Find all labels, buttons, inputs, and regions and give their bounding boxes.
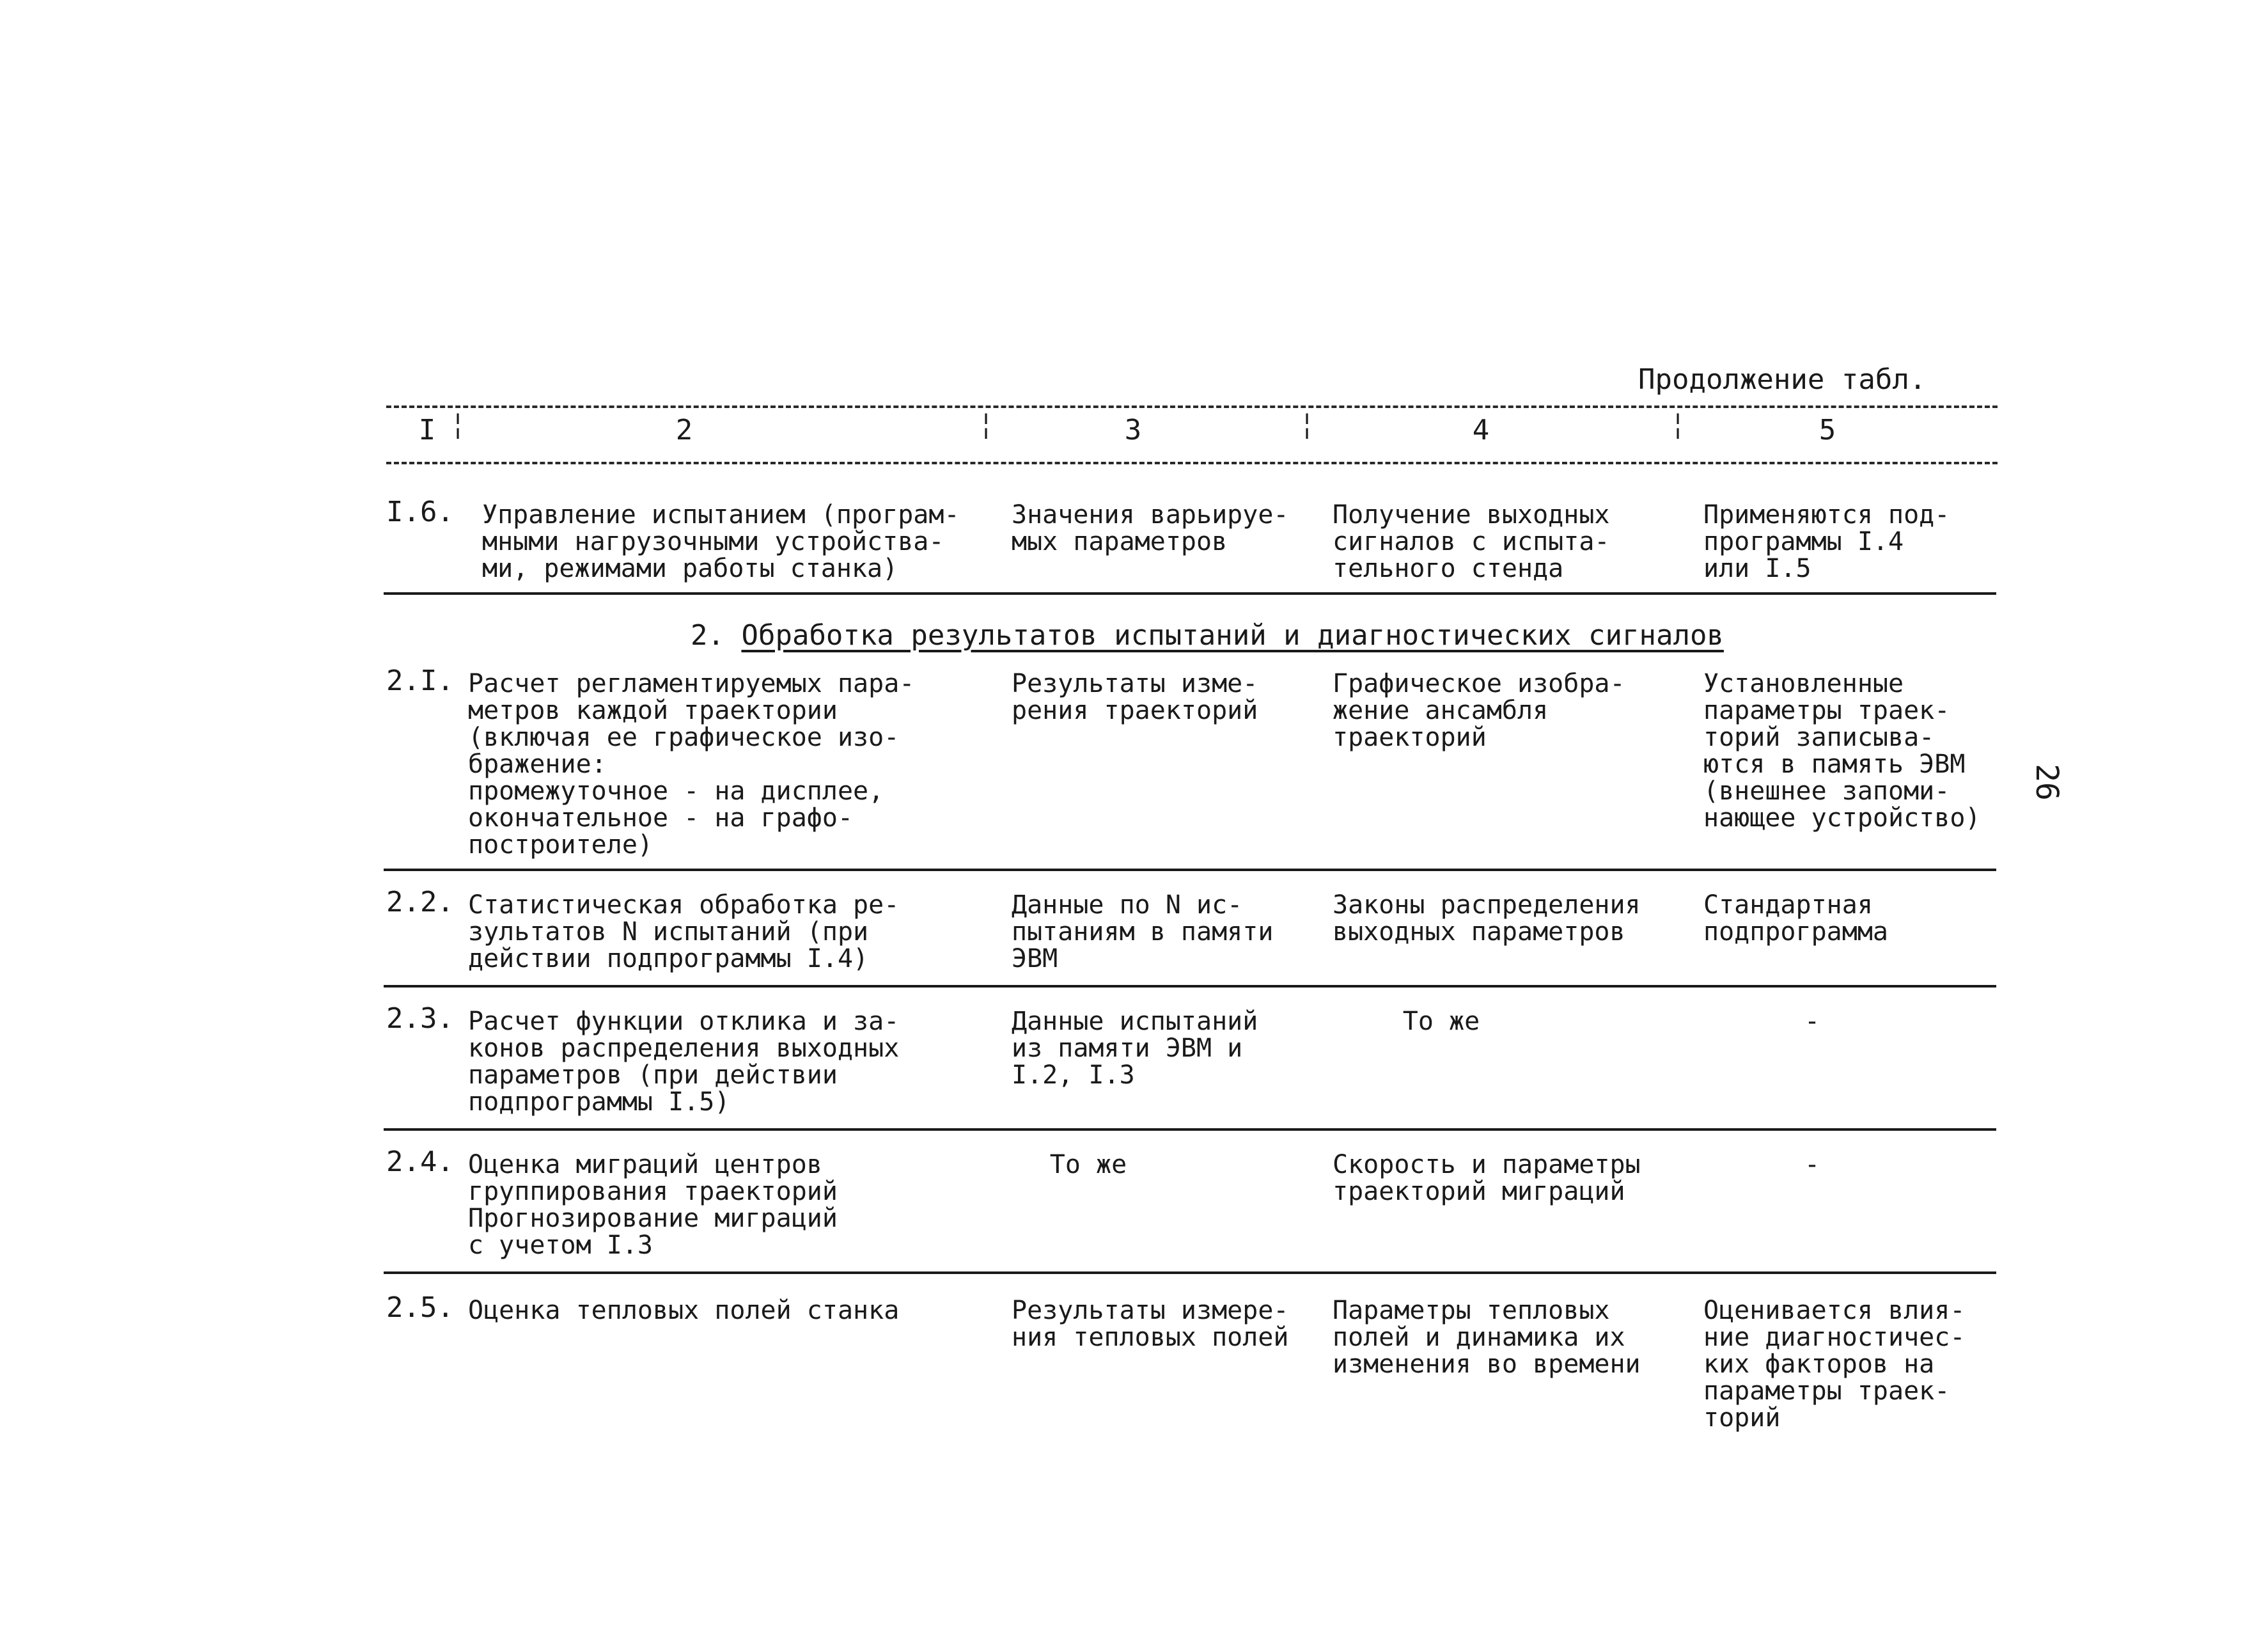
- section-title: Обработка результатов испытаний и диагностических сигналов: [741, 619, 1724, 652]
- cell-output-data: Законы распределения выходных параметров: [1333, 890, 1641, 947]
- row-number: 2.3.: [386, 1002, 454, 1035]
- row-divider: [384, 869, 1996, 871]
- page-number: 26: [2028, 764, 2065, 801]
- row-number: 2.5.: [386, 1291, 454, 1324]
- cell-notes: -: [1804, 1007, 1820, 1036]
- cell-notes: Стандартная подпрограмма: [1703, 890, 1888, 947]
- cell-output-data: Получение выходных сигналов с испыта- тельного стенда: [1333, 500, 1610, 583]
- cell-operation: Расчет регламентируемых пара- метров каждой траектории (включая ее графическое изо- бражение: промежуточное - на дисплее, окончательное - на графо- построителе): [468, 669, 915, 860]
- cell-input-data: То же: [1049, 1150, 1127, 1179]
- header-top-rule: [386, 405, 1998, 408]
- cell-operation: Оценка миграций центров группирования траекторий Прогнозирование миграций с учетом I.3: [468, 1150, 838, 1260]
- cell-input-data: Результаты измере- ния тепловых полей: [1012, 1296, 1289, 1352]
- section-number: 2.: [691, 619, 724, 652]
- column-separator: ╎: [1670, 412, 1686, 441]
- row-divider: [384, 985, 1996, 988]
- column-header-1: I: [418, 414, 436, 446]
- row-divider: [384, 1128, 1996, 1131]
- row-number: I.6.: [386, 496, 454, 528]
- cell-output-data: Скорость и параметры траекторий миграций: [1333, 1150, 1641, 1206]
- cell-output-data: То же: [1402, 1007, 1480, 1036]
- row-number: 2.2.: [386, 886, 454, 918]
- table-caption: Продолжение табл.: [1638, 363, 1927, 396]
- cell-operation: Расчет функции отклика и за- конов распределения выходных параметров (при действии подпрограммы I.5): [468, 1007, 900, 1117]
- row-divider: [384, 1271, 1996, 1274]
- cell-notes: Оценивается влия- ние диагностичес- ких факторов на параметры траек- торий: [1703, 1296, 1966, 1433]
- cell-output-data: Графическое изобра- жение ансамбля траекторий: [1333, 669, 1625, 752]
- section-heading: [691, 619, 1724, 652]
- column-header-5: 5: [1818, 414, 1836, 446]
- column-header-3: 3: [1124, 414, 1142, 446]
- row-divider: [384, 592, 1996, 595]
- cell-notes: Установленные параметры траек- торий записыва- ются в память ЭВМ (внешнее запоми- нающее устройство): [1703, 669, 1981, 833]
- cell-input-data: Данные испытаний из памяти ЭВМ и I.2, I.3: [1012, 1007, 1258, 1090]
- cell-input-data: Значения варьируе- мых параметров: [1012, 500, 1289, 556]
- cell-output-data: Параметры тепловых полей и динамика их изменения во времени: [1333, 1296, 1641, 1379]
- header-bottom-rule: [386, 462, 1998, 464]
- cell-operation: Оценка тепловых полей станка: [468, 1296, 900, 1325]
- cell-notes: Применяются под- программы I.4 или I.5: [1703, 500, 1950, 583]
- cell-input-data: Результаты изме- рения траекторий: [1012, 669, 1258, 725]
- column-separator: ╎: [1299, 412, 1315, 441]
- column-header-2: 2: [675, 414, 693, 446]
- cell-notes: -: [1804, 1150, 1820, 1179]
- cell-operation: Статистическая обработка ре- зультатов N испытаний (при действии подпрограммы I.4): [468, 890, 900, 973]
- row-number: 2.4.: [386, 1145, 454, 1178]
- row-number: 2.I.: [386, 665, 454, 697]
- cell-input-data: Данные по N ис- пытаниям в памяти ЭВМ: [1012, 890, 1274, 973]
- column-separator: ╎: [978, 412, 994, 441]
- column-separator: ╎: [450, 412, 466, 441]
- column-header-4: 4: [1472, 414, 1490, 446]
- cell-operation: Управление испытанием (програм- мными нагрузочными устройства- ми, режимами работы станка): [482, 500, 960, 583]
